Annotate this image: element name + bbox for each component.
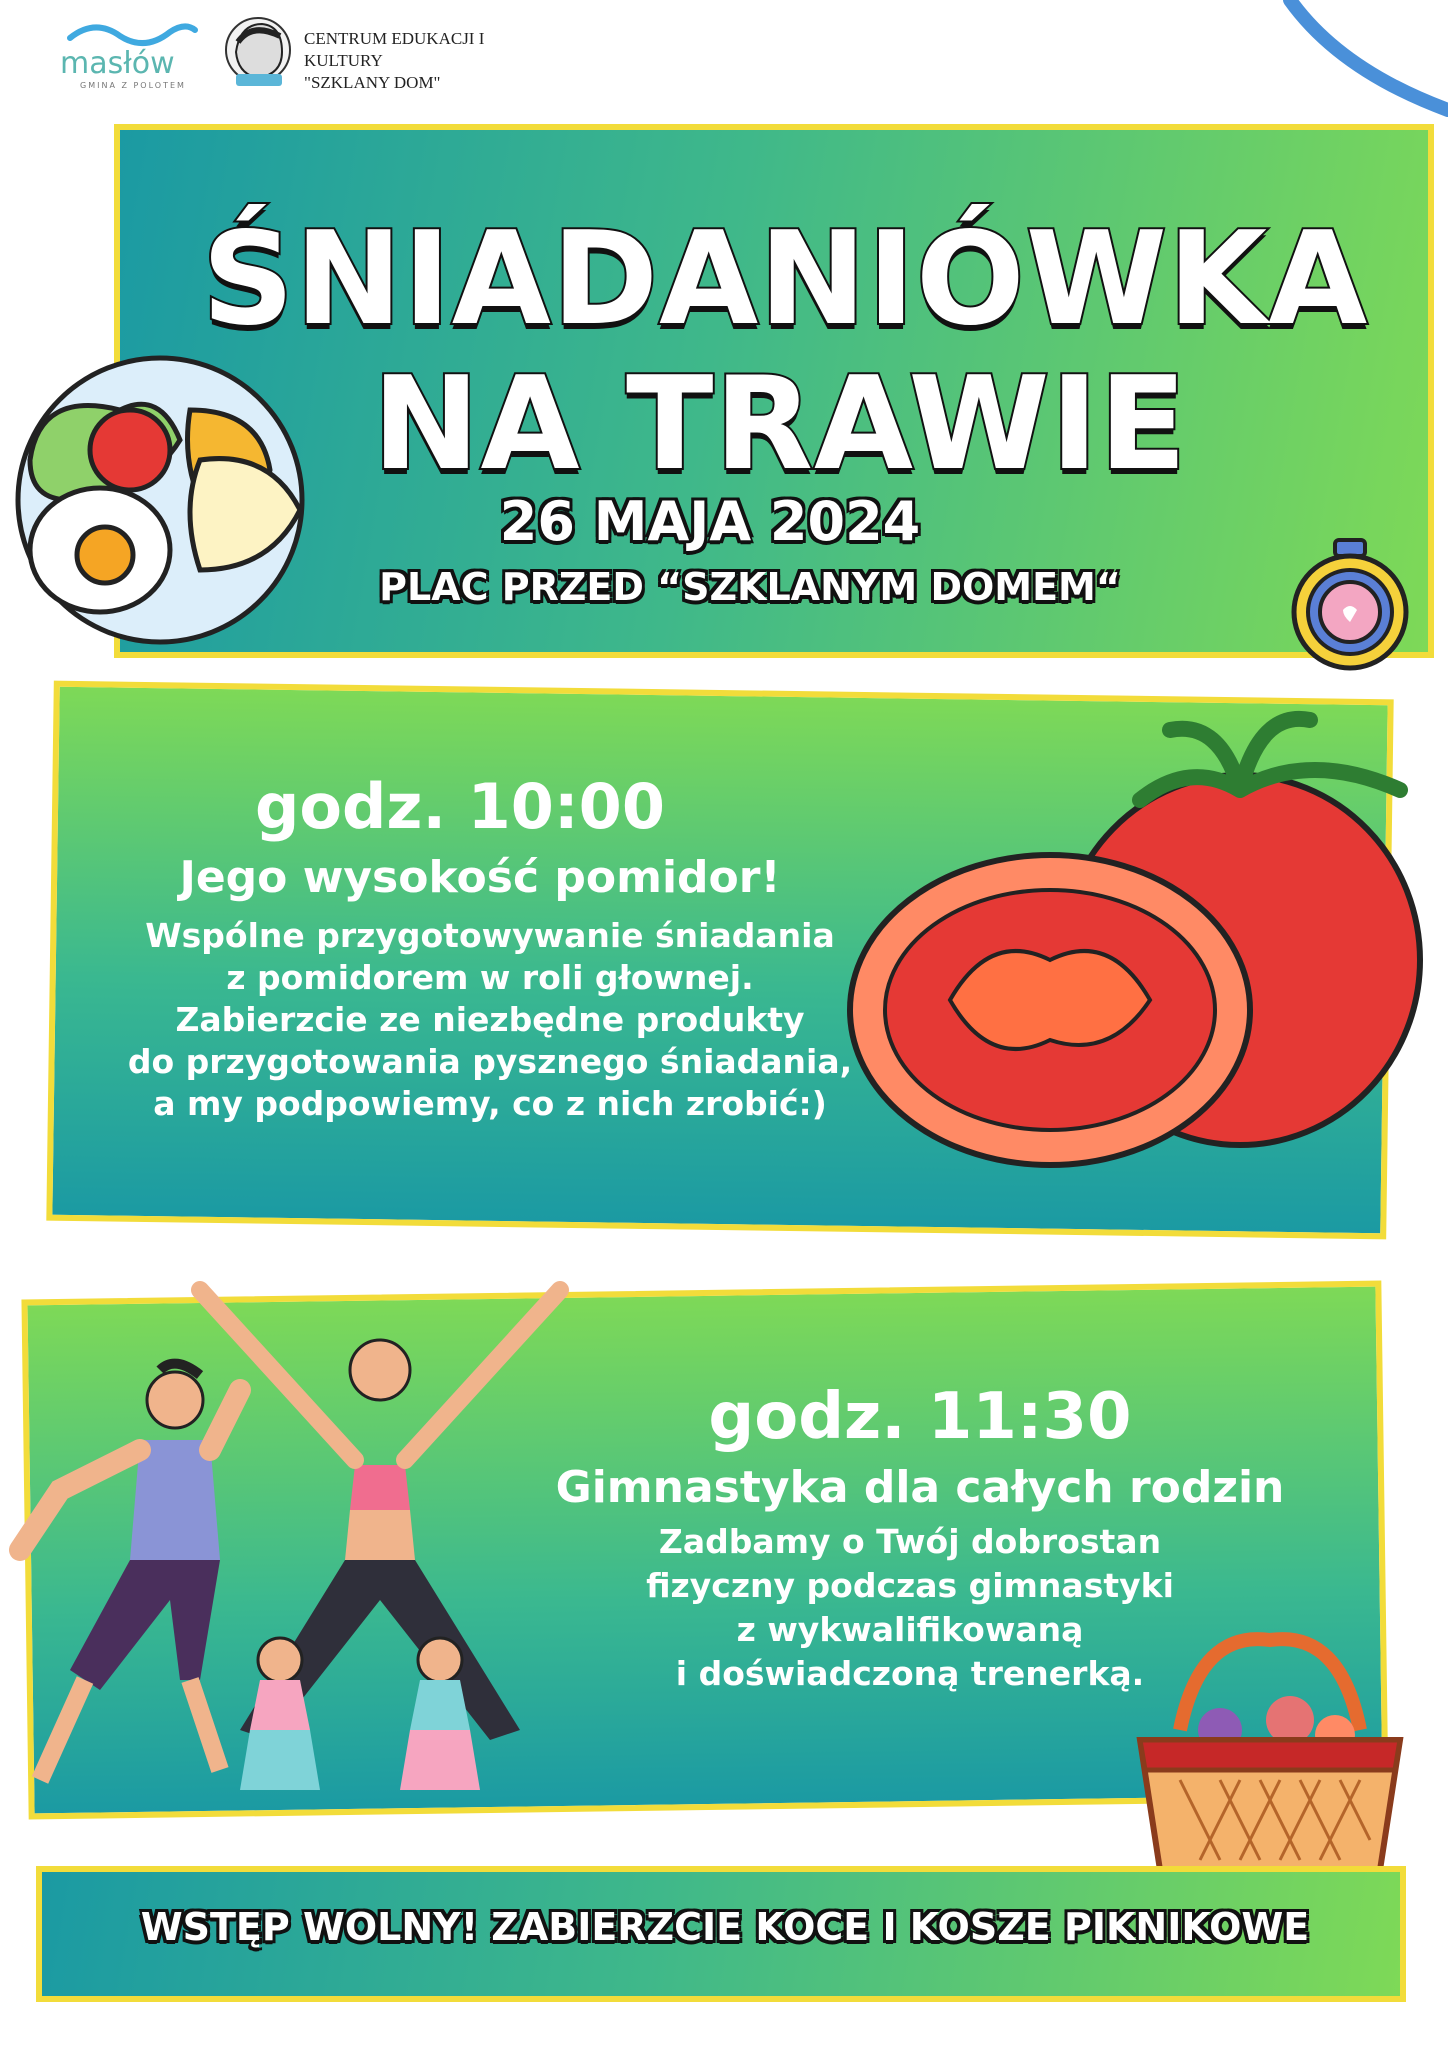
event1-description <box>60 915 920 1125</box>
event2-line: Zadbamy o Twój dobrostan <box>658 1522 1162 1561</box>
portrait-logo <box>222 12 294 92</box>
event2-line: i doświadczoną trenerką. <box>675 1654 1145 1693</box>
picnic-basket-icon <box>1120 1620 1420 1900</box>
event1-time: godz. 10:00 <box>255 770 665 843</box>
event1-line: a my podpowiemy, co z nich zrobić:) <box>153 1084 827 1123</box>
tomato-icon <box>840 700 1440 1220</box>
event1-line: Wspólne przygotowywanie śniadania <box>145 916 835 955</box>
centrum-name <box>304 28 534 94</box>
wave-icon <box>60 18 200 48</box>
gmina-logo <box>60 18 210 98</box>
stopwatch-icon <box>1285 532 1415 672</box>
decorative-arc <box>1280 0 1448 120</box>
event2-title: Gimnastyka dla całych rodzin <box>555 1462 1285 1513</box>
event1-line: Zabierzcie ze niezbędne produkty <box>175 1000 805 1039</box>
gmina-tagline: GMINA Z POLOTEM <box>80 81 186 90</box>
gmina-name: masłów <box>60 46 175 81</box>
hero-date: 26 MAJA 2024 <box>499 490 921 553</box>
event2-line: fizyczny podczas gimnastyki <box>646 1566 1174 1605</box>
centrum-line2: "SZKLANY DOM" <box>304 73 441 92</box>
footer-text: WSTĘP WOLNY! ZABIERZCIE KOCE I KOSZE PIKNIKOWE <box>140 1905 1310 1949</box>
event1-line: do przygotowania pysznego śniadania, <box>127 1042 853 1081</box>
event2-line: z wykwalifikowaną <box>736 1610 1084 1649</box>
event1-line: z pomidorem w roli głownej. <box>226 958 754 997</box>
hero-title-line2: NA TRAWIE <box>372 350 1188 499</box>
breakfast-plate-icon <box>10 350 310 650</box>
event1-title: Jego wysokość pomidor! <box>179 852 781 903</box>
event2-time: godz. 11:30 <box>708 1380 1132 1454</box>
gymnastics-family-icon <box>0 1260 600 1840</box>
hero-title-line1: ŚNIADANIÓWKA <box>201 205 1369 354</box>
hero-place: PLAC PRZED “SZKLANYM DOMEM“ <box>379 565 1121 609</box>
centrum-line1: CENTRUM EDUKACJI I KULTURY <box>304 29 485 70</box>
